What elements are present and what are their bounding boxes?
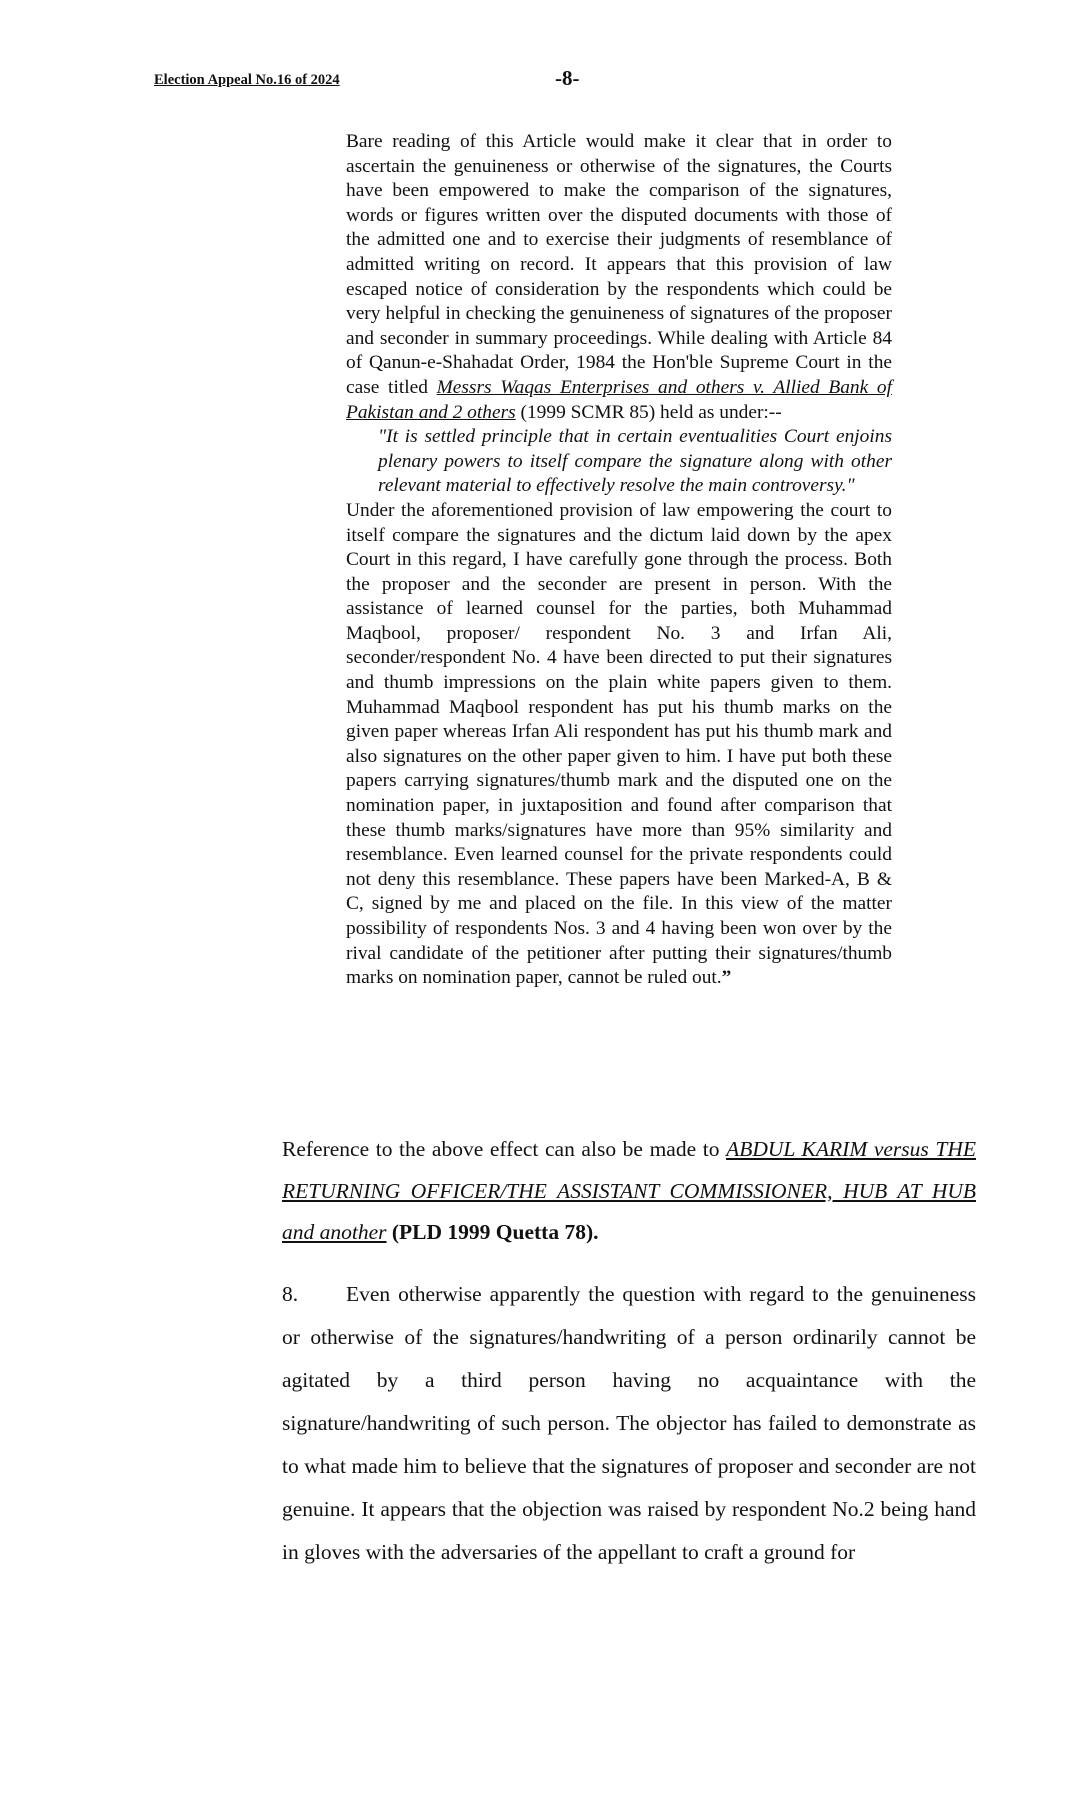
case-title-waqas: Messrs Waqas Enterprises and others v. Allied Bank of Pakistan and 2 others <box>346 376 892 423</box>
reference-paragraph <box>282 1129 976 1254</box>
paragraph-number: 8. <box>282 1282 299 1306</box>
excerpt-paragraph-1 <box>346 130 892 425</box>
excerpt-paragraph-2 <box>346 499 892 991</box>
closing-quote-mark: ” <box>721 967 732 989</box>
excerpt-p1-tail: (1999 SCMR 85) held as under:-- <box>515 401 782 423</box>
indented-excerpt <box>346 130 892 991</box>
reference-intro: Reference to the above effect can also be made to <box>282 1137 727 1161</box>
case-title-abdul-karim: ABDUL KARIM versus THE RETURNING OFFICER/THE ASSISTANT COMMISSIONER, HUB AT HUB and another <box>282 1137 976 1244</box>
paragraph-8 <box>282 1273 976 1574</box>
excerpt-p2-text: Under the aforementioned provision of law empowering the court to itself compare the signatures and the dictum laid down by the apex Court in this regard, I have carefully gone through the process. Both the proposer and the seconder are present in person. With the assistance of learned counsel for the parties, both Muhammad Maqbool, proposer/ respondent No. 3 and Irfan Ali, seconder/respondent No. 4 have been directed to put their signatures and thumb impressions on the plain white papers given to them. Muhammad Maqbool respondent has put his thumb marks on the given paper whereas Irfan Ali respondent has put his thumb mark and also signatures on the other paper given to him. I have put both these papers carrying signatures/thumb mark and the disputed one on the nomination paper, in juxtaposition and found after comparison that these thumb marks/signatures have more than 95% similarity and resemblance. Even learned counsel for the private respondents could not deny this resemblance. These papers have been Marked-A, B & C, signed by me and placed on the file. In this view of the matter possibility of respondents Nos. 3 and 4 having been won over by the rival candidate of the petitioner after putting their signatures/thumb marks on nomination paper, cannot be ruled out. <box>346 499 892 989</box>
citation: (PLD 1999 Quetta 78) <box>391 1220 594 1244</box>
excerpt-p1-text: Bare reading of this Article would make it clear that in order to ascertain the genuineness or otherwise of the signatures, the Courts have been empowered to make the comparison of the signatures, words or figures written over the disputed documents with those of the admitted one and to exercise their judgments of resemblance of admitted writing on record. It appears that this provision of law escaped notice of consideration by the respondents which could be very helpful in checking the genuineness of signatures of the proposer and seconder in summary proceedings. While dealing with Article 84 of Qanun-e-Shahadat Order, 1984 the Hon'ble Supreme Court in the case titled <box>346 131 892 398</box>
supreme-court-quote: "It is settled principle that in certain eventualities Court enjoins plenary powers to itself compare the signature along with other relevant material to effectively resolve the main controversy." <box>378 426 892 497</box>
case-number-header: Election Appeal No.16 of 2024 <box>154 72 340 88</box>
paragraph-8-text: Even otherwise apparently the question with regard to the genuineness or otherwise of the signatures/handwriting of a person ordinarily cannot be agitated by a third person having no acquaintance with the signature/handwriting of such person. The objector has failed to demonstrate as to what made him to believe that the signatures of proposer and seconder are not genuine. It appears that the objection was raised by respondent No.2 being hand in gloves with the adversaries of the appellant to craft a ground for <box>282 1282 976 1564</box>
page-number: -8- <box>555 66 580 90</box>
citation-end: . <box>593 1220 599 1244</box>
